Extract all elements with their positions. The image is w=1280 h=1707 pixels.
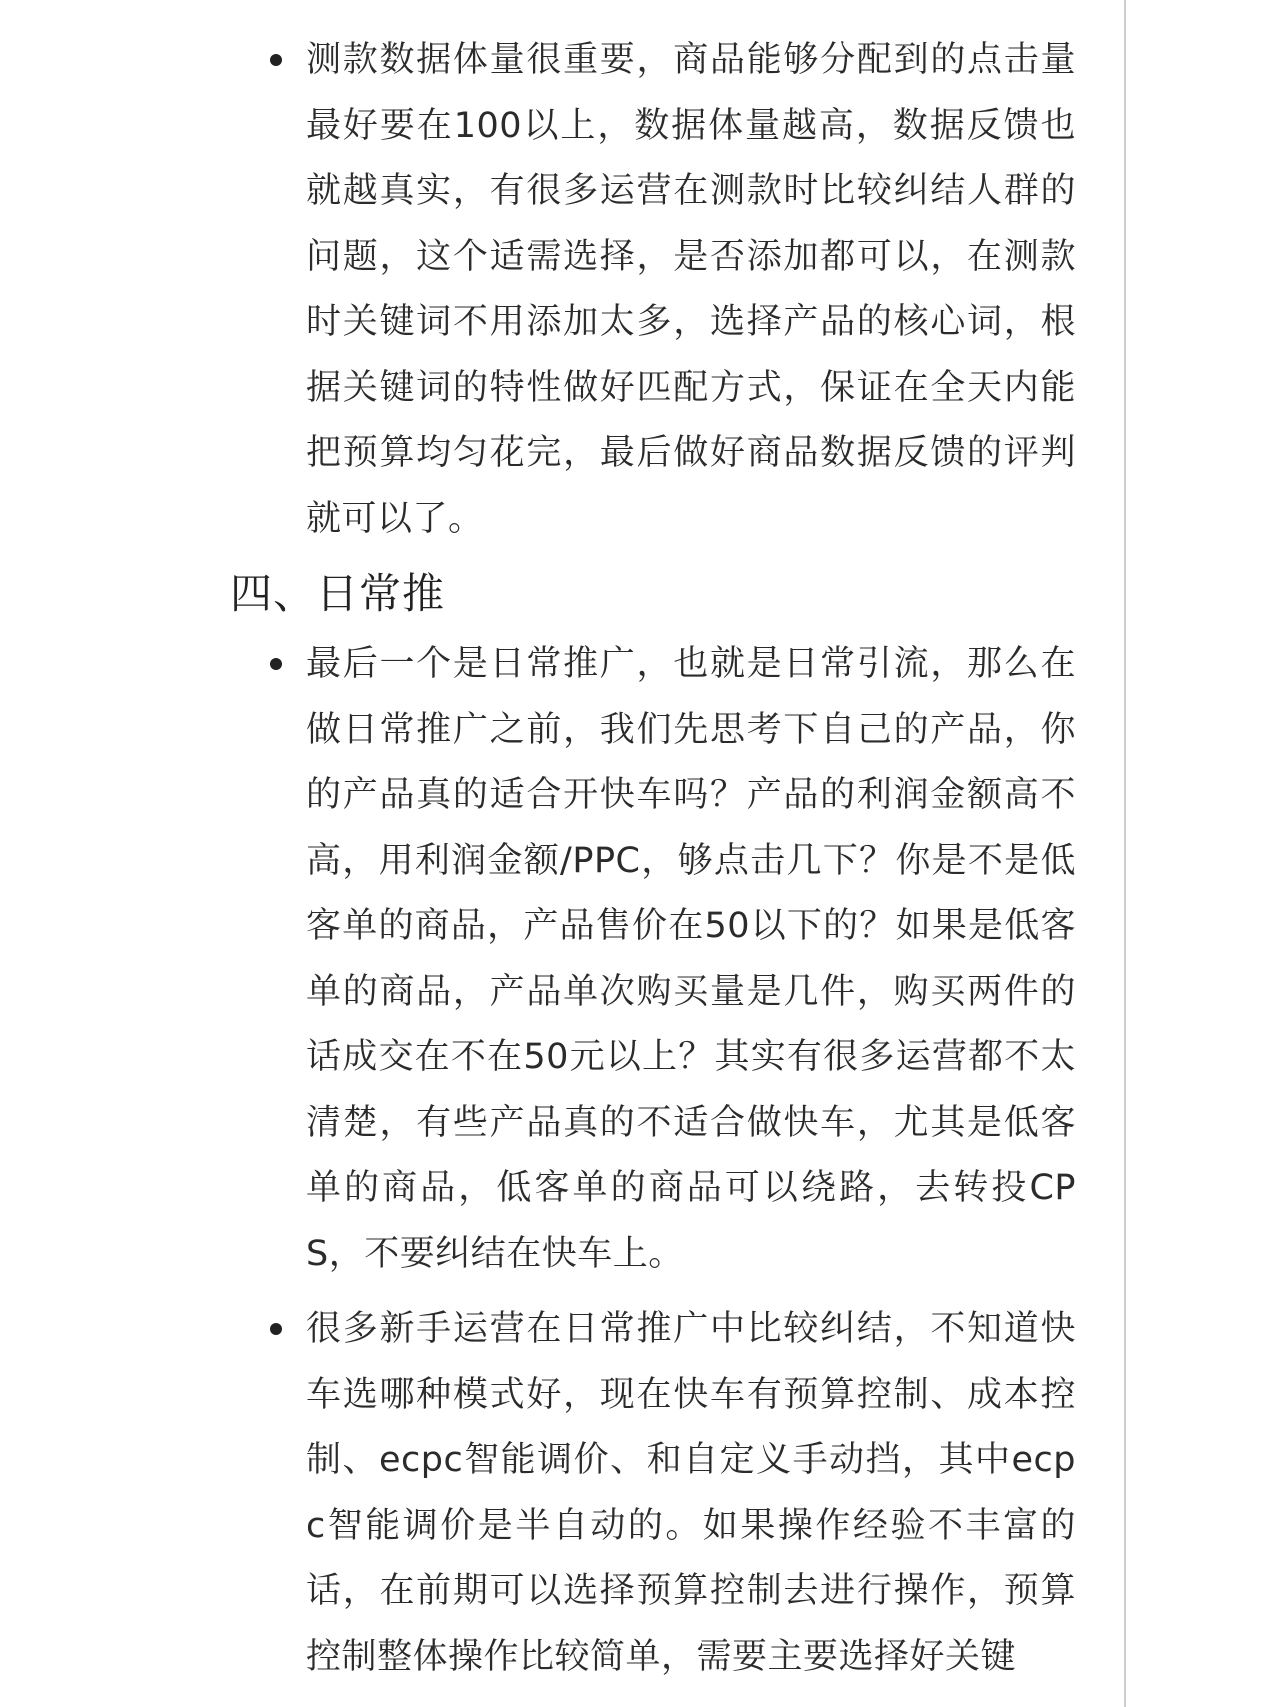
- bullet-list-section-4: [230, 632, 1076, 1690]
- bullet-icon: [270, 658, 282, 670]
- bullet-list-section-3: [230, 28, 1076, 552]
- list-item: [230, 632, 1076, 1287]
- list-item: [230, 1297, 1076, 1690]
- article-content: [230, 28, 1076, 1690]
- bullet-icon: [270, 1323, 282, 1335]
- list-item: [230, 28, 1076, 552]
- list-item-text: 测款数据体量很重要，商品能够分配到的点击量最好要在100以上，数据体量越高，数据反馈也就越真实，有很多运营在测款时比较纠结人群的问题，这个适需选择，是否添加都可以，在测款时关键词不用添加太多，选择产品的核心词，根据关键词的特性做好匹配方式，保证在全天内能把预算均匀花完，最后做好商品数据反馈的评判就可以了。: [306, 40, 1076, 539]
- list-item-text: 最后一个是日常推广，也就是日常引流，那么在做日常推广之前，我们先思考下自己的产品，你的产品真的适合开快车吗？产品的利润金额高不高，用利润金额/PPC，够点击几下？你是不是低客单的商品，产品售价在50以下的？如果是低客单的商品，产品单次购买量是几件，购买两件的话成交在不在50元以上？其实有很多运营都不太清楚，有些产品真的不适合做快车，尤其是低客单的商品，低客单的商品可以绕路，去转投CPS，不要纠结在快车上。: [306, 644, 1076, 1274]
- list-item-text: 很多新手运营在日常推广中比较纠结，不知道快车选哪种模式好，现在快车有预算控制、成本控制、ecpc智能调价、和自定义手动挡，其中ecpc智能调价是半自动的。如果操作经验不丰富的话，在前期可以选择预算控制去进行操作，预算控制整体操作比较简单，需要主要选择好关键: [306, 1309, 1076, 1677]
- bullet-icon: [270, 54, 282, 66]
- section-heading: 四、日常推: [230, 569, 446, 618]
- page-edge-divider: [1124, 0, 1126, 1707]
